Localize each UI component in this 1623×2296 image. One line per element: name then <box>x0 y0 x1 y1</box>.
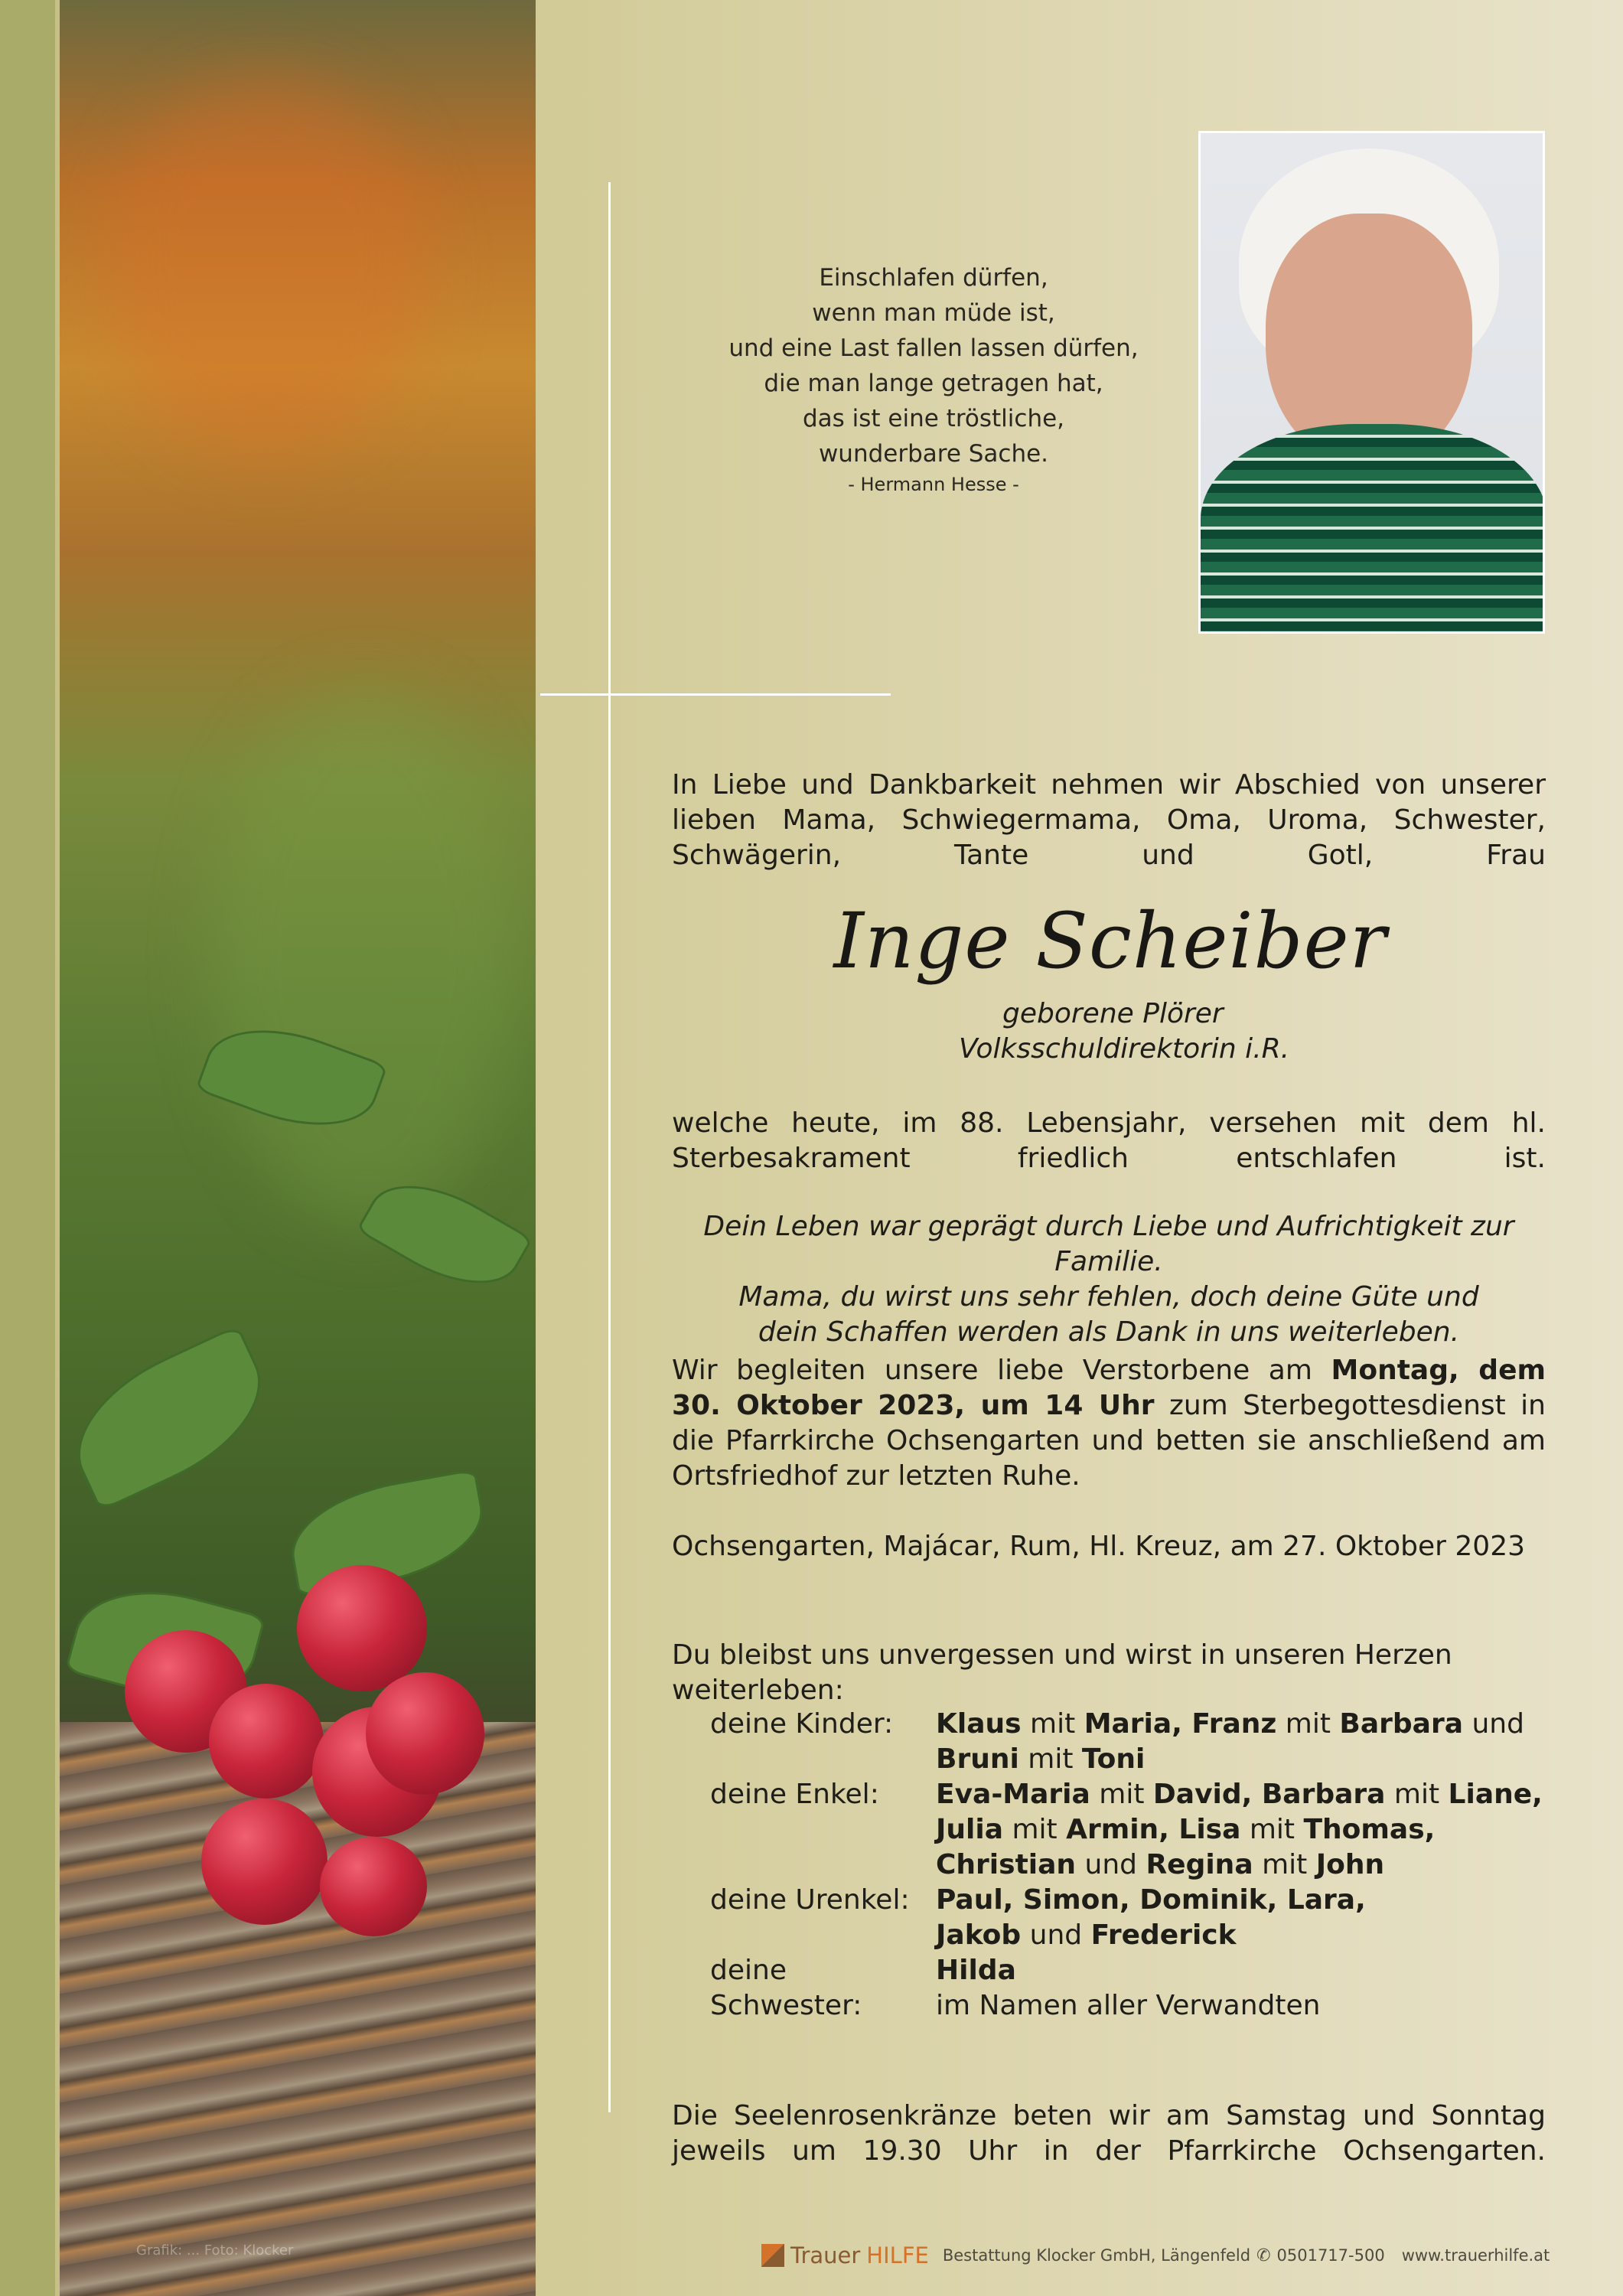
tribute-text <box>672 1209 1546 1350</box>
brand-name-part2: HILFE <box>866 2242 929 2268</box>
family-list <box>710 1707 1552 2024</box>
quote-line: Einschlafen dürfen, <box>819 264 1048 292</box>
quote-line: und eine Last fallen lassen dürfen, <box>728 334 1139 362</box>
family-row-sister <box>710 1953 1552 2024</box>
quote-line: wenn man müde ist, <box>812 299 1055 327</box>
funeral-text: die Pfarrkirche Ochsengarten und betten sie anschließend am <box>672 1425 1546 1456</box>
memorial-quote <box>673 260 1194 497</box>
relation-label: deine Kinder: <box>710 1708 894 1740</box>
intro-paragraph: In Liebe und Dankbarkeit nehmen wir Abschied von unserer lieben Mama, Schwiegermama, Oma, Uroma, Schwester, Schwägerin, Tante und Gotl, Frau <box>672 769 1546 871</box>
family-row-children <box>710 1707 1552 1777</box>
website-link[interactable]: www.trauerhilfe.at <box>1401 2246 1550 2265</box>
tribute-line: dein Schaffen werden als Dank in uns weiterleben. <box>758 1316 1460 1348</box>
funeral-paragraph <box>672 1353 1546 1494</box>
trauerhilfe-logo-icon <box>761 2244 784 2267</box>
family-row-great-grandchildren <box>710 1883 1552 1953</box>
funeral-text: Ortsfriedhof zur letzten Ruhe. <box>672 1460 1080 1492</box>
relation-names: Paul, Simon, Dominik, Lara, Jakob und Frederick <box>936 1884 1366 1951</box>
company-name: Bestattung Klocker GmbH, Längenfeld <box>942 2246 1251 2265</box>
death-notice: welche heute, im 88. Lebensjahr, versehen mit dem hl. Sterbesakrament friedlich entschlafen ist. <box>672 1107 1546 1174</box>
footer <box>761 2242 1550 2268</box>
brand-name-part1: Trauer <box>790 2242 861 2268</box>
tribute-line: Dein Leben war geprägt durch Liebe und Aufrichtigkeit zur Familie. <box>703 1211 1514 1277</box>
portrait-photo <box>1198 131 1545 634</box>
rosary-notice: Die Seelenrosenkränze beten wir am Samstag und Sonntag jeweils um 19.30 Uhr in der Pfarrkirche Ochsengarten. <box>672 2100 1546 2167</box>
funeral-text: Wir begleiten unsere liebe Verstorbene am <box>672 1355 1312 1386</box>
family-row-grandchildren <box>710 1777 1552 1883</box>
birth-name: geborene Plörer <box>1002 998 1224 1029</box>
phone-number: 0501717-500 <box>1276 2246 1385 2265</box>
relation-label: deine Schwester: <box>710 1955 862 2021</box>
relatives-line: im Namen aller Verwandten <box>936 1990 1321 2021</box>
funeral-date: Montag, dem <box>1331 1355 1546 1386</box>
deceased-name: Inge Scheiber <box>833 896 1387 986</box>
place-and-date: Ochsengarten, Majácar, Rum, Hl. Kreuz, am 27. Oktober 2023 <box>672 1531 1526 1562</box>
relation-label: deine Urenkel: <box>710 1884 910 1916</box>
phone-icon: ✆ <box>1256 2245 1271 2265</box>
quote-line: wunderbare Sache. <box>818 440 1049 468</box>
cross-horizontal-line <box>540 693 891 696</box>
relation-names: Eva-Maria mit David, Barbara mit Liane, Julia mit Armin, Lisa mit Thomas, Christian und Regina mit John <box>936 1779 1543 1880</box>
relation-names: Hilda im Namen aller Verwandten <box>936 1955 1321 2021</box>
decorative-photo-cranberries <box>60 0 536 2296</box>
deceased-title: Volksschuldirektorin i.R. <box>959 1033 1290 1065</box>
relation-names: Klaus mit Maria, Franz mit Barbara und Bruni mit Toni <box>936 1708 1524 1775</box>
quote-line: die man lange getragen hat, <box>764 370 1103 397</box>
quote-line: das ist eine tröstliche, <box>802 405 1065 432</box>
tribute-line: Mama, du wirst uns sehr fehlen, doch deine Güte und <box>738 1281 1479 1313</box>
photo-credit: Grafik: ... Foto: Klocker <box>136 2242 294 2258</box>
funeral-date-time: 30. Oktober 2023, um 14 Uhr <box>672 1390 1155 1421</box>
farewell-line: Du bleibst uns unvergessen und wirst in unseren Herzen weiterleben: <box>672 1639 1452 1706</box>
quote-author: - Hermann Hesse - <box>848 474 1019 495</box>
accent-strip <box>0 0 55 2296</box>
relation-label: deine Enkel: <box>710 1779 879 1810</box>
funeral-text: zum Sterbegottesdienst in <box>1168 1390 1546 1421</box>
cross-vertical-line <box>608 182 611 2112</box>
